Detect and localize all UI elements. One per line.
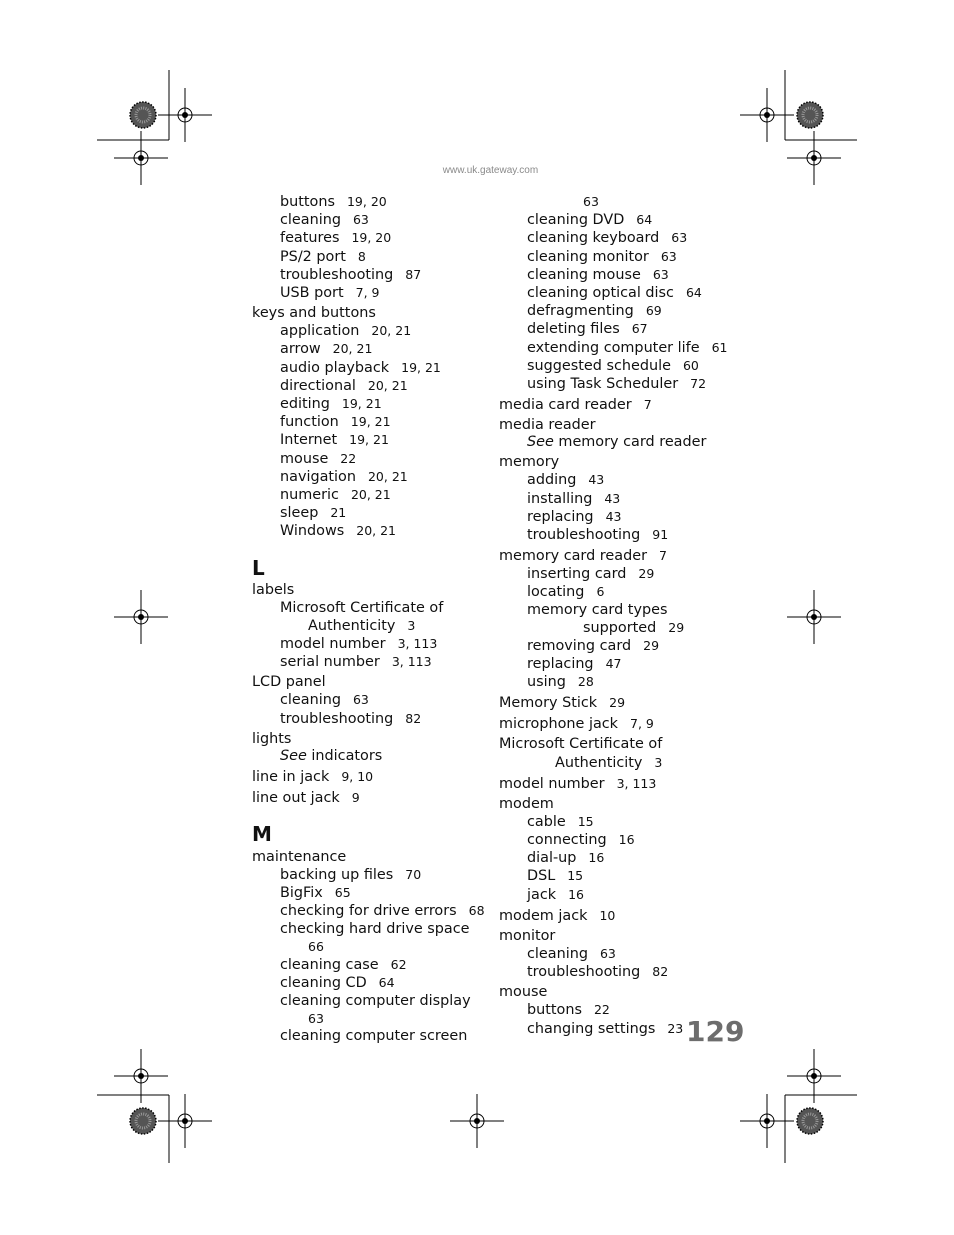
index-term: model number: [280, 636, 386, 653]
header-url: www.uk.gateway.com: [442, 165, 539, 176]
page-references: 9, 10: [341, 768, 374, 784]
index-term: model number: [499, 775, 605, 792]
page-references: 20, 21: [367, 468, 408, 484]
index-term: numeric: [280, 487, 339, 504]
index-term: cleaning: [280, 692, 341, 709]
page-references: 8: [357, 248, 366, 264]
page-references: 63: [599, 945, 616, 961]
page-references: 47: [605, 656, 622, 672]
index-term: using Task Scheduler: [527, 376, 679, 393]
page-references: 63: [660, 248, 677, 264]
index-term: Memory Stick: [499, 695, 598, 712]
index-term: replacing: [527, 656, 594, 673]
index-term: cleaning case: [280, 957, 379, 974]
page-references: 64: [378, 975, 395, 991]
index-term: features: [280, 230, 340, 247]
index-term: line out jack: [252, 789, 340, 806]
index-term: monitor: [499, 927, 556, 944]
page-references: 29: [609, 695, 626, 711]
page-references: 20, 21: [356, 523, 397, 539]
page-references: 20, 21: [350, 487, 391, 503]
index-term: troubleshooting: [280, 266, 394, 283]
index-term: indicators: [311, 747, 383, 764]
page-references: 9: [351, 789, 360, 805]
page-references: 19, 21: [350, 414, 391, 430]
index-term: sleep: [280, 505, 319, 522]
index-term: cleaning keyboard: [527, 230, 660, 247]
index-term: modem: [499, 795, 554, 812]
page-references: 65: [334, 885, 351, 901]
index-term: media reader: [499, 417, 596, 434]
index-term: changing settings: [527, 1020, 656, 1037]
index-term: using: [527, 674, 566, 691]
index-term: jack: [527, 886, 557, 903]
index-term: checking for drive errors: [280, 903, 457, 920]
index-term: troubleshooting: [280, 710, 394, 727]
page-references: 43: [605, 508, 622, 524]
index-term: cable: [527, 813, 566, 830]
page-references: 16: [618, 832, 635, 848]
page-references: 20, 21: [332, 341, 373, 357]
index-term: line in jack: [252, 768, 330, 785]
page-references: 29: [638, 566, 655, 582]
index-term: keys and buttons: [252, 305, 376, 322]
index-term: microphone jack: [499, 716, 619, 733]
page-references: 7, 9: [355, 285, 380, 301]
index-term: installing: [527, 490, 593, 507]
page-references: 19, 20: [346, 194, 387, 209]
index-term: extending computer life: [527, 339, 700, 356]
index-term: cleaning computer display: [280, 992, 471, 1009]
page-references: 63: [352, 212, 369, 228]
index-term: defragmenting: [527, 303, 634, 320]
index-term: Microsoft Certificate of: [499, 736, 663, 753]
page-references: 63: [652, 266, 669, 282]
index-term: troubleshooting: [527, 964, 641, 981]
page-references: 43: [604, 490, 621, 506]
page-references: 20, 21: [371, 323, 412, 339]
index-letter-heading: L: [252, 555, 265, 580]
page-references: 69: [645, 303, 662, 319]
page-references: 10: [599, 907, 616, 923]
page-references: 22: [593, 1002, 610, 1018]
index-term: Authenticity: [555, 754, 643, 771]
page-references: 3, 113: [616, 775, 657, 791]
page-references: 23: [667, 1020, 684, 1036]
page-references: 20, 21: [367, 377, 408, 393]
index-term: removing card: [527, 638, 632, 655]
index-term: labels: [252, 582, 295, 599]
page-references: 64: [685, 285, 702, 301]
page-references: 67: [631, 321, 648, 337]
page-references: 7: [643, 397, 652, 413]
page-references: 19, 21: [401, 359, 441, 375]
index-term: memory card reader: [558, 434, 707, 451]
page-references: 62: [390, 957, 407, 973]
index-term: inserting card: [527, 566, 627, 583]
index-term: function: [280, 414, 339, 431]
index-term: directional: [280, 377, 356, 394]
see-reference: See: [280, 747, 307, 764]
see-reference: See: [527, 434, 554, 451]
index-term: replacing: [527, 508, 594, 525]
page-references: 7, 9: [630, 716, 654, 732]
page-references: 16: [588, 850, 605, 866]
page-references: 19, 20: [351, 230, 392, 246]
page-references: 64: [636, 212, 653, 228]
index-term: cleaning: [280, 212, 341, 229]
page-references: 3: [407, 617, 416, 633]
index-term: media card reader: [499, 397, 632, 414]
index-term: audio playback: [280, 359, 390, 376]
index-term: Microsoft Certificate of: [280, 599, 444, 616]
page-references: 63: [352, 692, 369, 708]
index-term: memory card types: [527, 601, 668, 618]
index-term: Windows: [280, 523, 345, 540]
page-references: 3, 113: [397, 636, 438, 652]
index-term: lights: [252, 730, 292, 747]
index-term: arrow: [280, 341, 321, 358]
page-references: 68: [468, 903, 485, 919]
index-term: cleaning monitor: [527, 248, 649, 265]
index-letter-heading: M: [252, 822, 272, 847]
index-term: supported: [583, 619, 657, 636]
index-term: Authenticity: [308, 617, 396, 634]
index-term: editing: [280, 396, 330, 413]
page-references: 6: [596, 584, 605, 600]
index-term: LCD panel: [252, 674, 326, 691]
index-term: deleting files: [527, 321, 620, 338]
index-term: DSL: [527, 868, 556, 885]
page-references: 19, 21: [341, 396, 382, 412]
page-references: 63: [583, 194, 599, 209]
page-references: 15: [567, 868, 584, 884]
index-term: USB port: [280, 285, 344, 302]
index-term: BigFix: [280, 885, 323, 902]
page-references: 61: [711, 339, 728, 355]
page-references: 72: [690, 376, 707, 392]
index-term: checking hard drive space: [280, 920, 470, 937]
index-term: cleaning computer screen: [280, 1027, 468, 1044]
page-references: 63: [308, 1010, 324, 1026]
index-term: cleaning CD: [280, 975, 367, 992]
index-term: buttons: [527, 1002, 582, 1019]
index-term: Internet: [280, 432, 338, 449]
index-term: connecting: [527, 832, 607, 849]
index-term: cleaning optical disc: [527, 285, 674, 302]
page-references: 82: [652, 964, 669, 980]
page-references: 29: [668, 619, 685, 635]
page-references: 66: [308, 938, 324, 954]
index-term: navigation: [280, 468, 356, 485]
index-term: cleaning mouse: [527, 266, 641, 283]
page-references: 22: [340, 450, 357, 466]
page-references: 28: [577, 674, 594, 690]
page-references: 91: [652, 527, 669, 543]
index-term: cleaning DVD: [527, 212, 625, 229]
page-references: 7: [658, 548, 667, 564]
index-term: dial-up: [527, 850, 577, 867]
page-references: 3: [654, 754, 663, 770]
index-term: PS/2 port: [280, 248, 346, 265]
index-term: adding: [527, 472, 577, 489]
index-term: memory card reader: [499, 548, 647, 565]
page-references: 82: [405, 710, 422, 726]
index-term: serial number: [280, 654, 380, 671]
page-references: 19, 21: [349, 432, 389, 448]
page-references: 70: [405, 867, 422, 883]
page-references: 15: [577, 813, 594, 829]
index-term: mouse: [499, 984, 548, 1001]
index-term: backing up files: [280, 867, 394, 884]
index-term: maintenance: [252, 848, 347, 865]
index-term: cleaning: [527, 945, 588, 962]
page-number: 129: [686, 1015, 745, 1048]
index-term: memory: [499, 454, 560, 471]
index-term: buttons: [280, 194, 335, 210]
page-references: 43: [588, 472, 605, 488]
page-references: 60: [682, 357, 699, 373]
page-references: 3, 113: [391, 654, 432, 670]
page-references: 29: [643, 638, 660, 654]
index-term: modem jack: [499, 907, 588, 924]
page-references: 63: [671, 230, 688, 246]
index-term: mouse: [280, 450, 329, 467]
page-references: 21: [330, 505, 347, 521]
index-term: suggested schedule: [527, 357, 671, 374]
index-term: troubleshooting: [527, 527, 641, 544]
page-references: 87: [405, 266, 422, 282]
index-term: application: [280, 323, 360, 340]
page-references: 16: [568, 886, 584, 902]
index-term: locating: [527, 584, 585, 601]
